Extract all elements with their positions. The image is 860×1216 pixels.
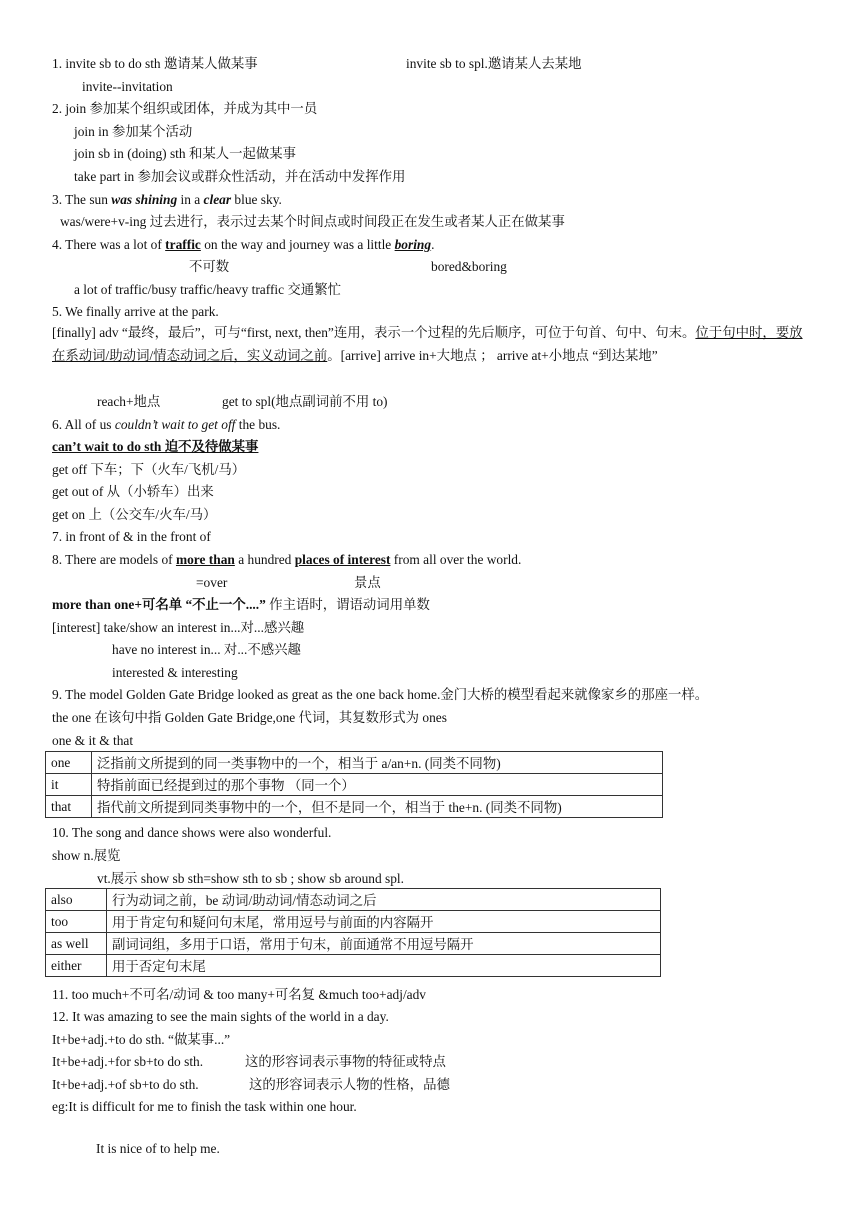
item3-sentence: 3. The sun was shining in a clear blue sky. [52,192,282,207]
clear-emphasis: clear [203,192,232,207]
uncountable-note: 不可数 [189,259,230,274]
get-on: get on 上（公交车/火车/马） [52,507,217,522]
have-no-interest: have no interest in... 对...不感兴趣 [112,642,301,657]
item7-in-front-of: 7. in front of & in the front of [52,529,211,544]
take-part-in: take part in 参加会议或群众性活动，并在活动中发挥作用 [74,169,406,184]
it-be-adj-of-sb: It+be+adj.+of sb+to do sth. [52,1077,199,1092]
show-noun: show n.展览 [52,848,121,863]
item1-invite-sb-to-spl: invite sb to spl.邀请某人去某地 [406,56,582,71]
get-out-of: get out of 从（小轿车）出来 [52,484,214,499]
interest-take-show: [interest] take/show an interest in...对...感兴趣 [52,620,305,635]
item12-sentence: 12. It was amazing to see the main sights of the world in a day. [52,1009,389,1024]
finally-position-rule: 位于句中时，要放在系动词/助动词/情态动词之后，实义动词之前 [52,325,803,363]
also-too-table [45,888,661,977]
invite-invitation: invite--invitation [82,79,173,94]
show-verb: vt.展示 show sb sth=show sth to sb ; show sb around spl. [97,871,405,886]
table-row [46,752,663,774]
more-than-emphasis: more than [175,552,235,567]
heavy-traffic-note: a lot of traffic/busy traffic/heavy traffic 交通繁忙 [74,282,341,297]
table-cell-desc: 特指前面已经提到过的那个事物 （同一个） [92,774,663,796]
item4-sentence: 4. There was a lot of traffic on the way and journey was a little boring. [52,237,435,252]
table-cell-desc: 行为动词之前，be 动词/助动词/情态动词之后 [107,889,661,911]
more-than-one-rule: more than one+可名单 “不止一个....” 作主语时，谓语动词用单数 [52,597,430,612]
table-row [46,911,661,933]
table-cell-word: one [46,752,92,774]
reach-place: reach+地点 [97,394,161,409]
table-cell-desc: 泛指前文所提到的同一类事物中的一个，相当于 a/an+n. (同类不同物) [92,752,663,774]
get-to-place: get to spl(地点副词前不用 to) [222,394,388,409]
past-continuous-note: was/were+v-ing 过去进行，表示过去某个时间点或时间段正在发生或者某人正在做某事 [60,214,565,229]
join-in: join in 参加某个活动 [74,124,193,139]
table-row [46,933,661,955]
of-sb-note: 这的形容词表示人物的性格，品德 [249,1077,450,1092]
table-row [46,889,661,911]
table-cell-word: that [46,796,92,818]
the-one-note: the one 在该句中指 Golden Gate Bridge,one 代词，其复数形式为 ones [52,710,447,725]
table-row [46,955,661,977]
item5-sentence: 5. We finally arrive at the park. [52,304,219,319]
traffic-emphasis: traffic [165,237,201,252]
table-row [46,796,663,818]
example-nice: It is nice of to help me. [96,1141,220,1156]
table-cell-desc: 指代前文所提到同类事物中的一个，但不是同一个，相当于 the+n. (同类不同物) [92,796,663,818]
cant-wait-phrase: can’t wait to do sth 迫不及待做某事 [52,439,259,454]
equals-over-note: =over [196,575,228,590]
join-sb-in: join sb in (doing) sth 和某人一起做某事 [74,146,297,161]
item11-too-much: 11. too much+不可名/动词 & too many+可名复 &much too+adj/adv [52,987,427,1002]
one-it-that-heading: one & it & that [52,733,134,748]
item8-sentence: 8. There are models of more than a hundred places of interest from all over the world. [52,552,522,567]
couldnt-wait-emphasis: couldn’t wait to get off [114,417,236,432]
interested-interesting: interested & interesting [112,665,238,680]
item1-invite-sb-to-do: 1. invite sb to do sth 邀请某人做某事 [52,56,258,71]
table-cell-word: as well [46,933,107,955]
table-cell-word: it [46,774,92,796]
item9-sentence: 9. The model Golden Gate Bridge looked as great as the one back home.金门大桥的模型看起来就像家乡的那座一样。 [52,687,709,702]
item2-join: 2. join 参加某个组织或团体，并成为其中一员 [52,101,318,116]
table-cell-word: also [46,889,107,911]
example-difficult: eg:It is difficult for me to finish the task within one hour. [52,1099,357,1114]
table-cell-desc: 用于否定句末尾 [107,955,661,977]
table-row [46,774,663,796]
get-off: get off 下车；下（火车/飞机/马） [52,462,246,477]
table-cell-word: either [46,955,107,977]
table-cell-word: too [46,911,107,933]
item6-sentence: 6. All of us couldn’t wait to get off the bus. [52,417,281,432]
places-of-interest-emphasis: places of interest [294,552,391,567]
it-be-adj-for-sb: It+be+adj.+for sb+to do sth. [52,1054,204,1069]
table-cell-desc: 副词词组，多用于口语，常用于句末，前面通常不用逗号隔开 [107,933,661,955]
was-shining-emphasis: was shining [111,192,178,207]
finally-arrive-paragraph: [finally] adv “最终，最后”，可与“first, next, then”连用，表示一个过程的先后顺序，可位于句首、句中、句末。位于句中时，要放在系动词/助动词/情态动词之后，实义动词之前。[arrive] arrive in+大地点 ； arrive at+小地点 “到达某地” [52,325,803,363]
one-it-that-table [45,751,663,818]
scenic-spot-note: 景点 [354,575,381,590]
bored-boring-note: bored&boring [431,259,507,274]
table-cell-desc: 用于肯定句和疑问句末尾，常用逗号与前面的内容隔开 [107,911,661,933]
boring-emphasis: boring [394,237,432,252]
it-be-adj-to-do: It+be+adj.+to do sth. “做某事...” [52,1032,231,1047]
item10-sentence: 10. The song and dance shows were also wonderful. [52,825,332,840]
for-sb-note: 这的形容词表示事物的特征或特点 [245,1054,446,1069]
